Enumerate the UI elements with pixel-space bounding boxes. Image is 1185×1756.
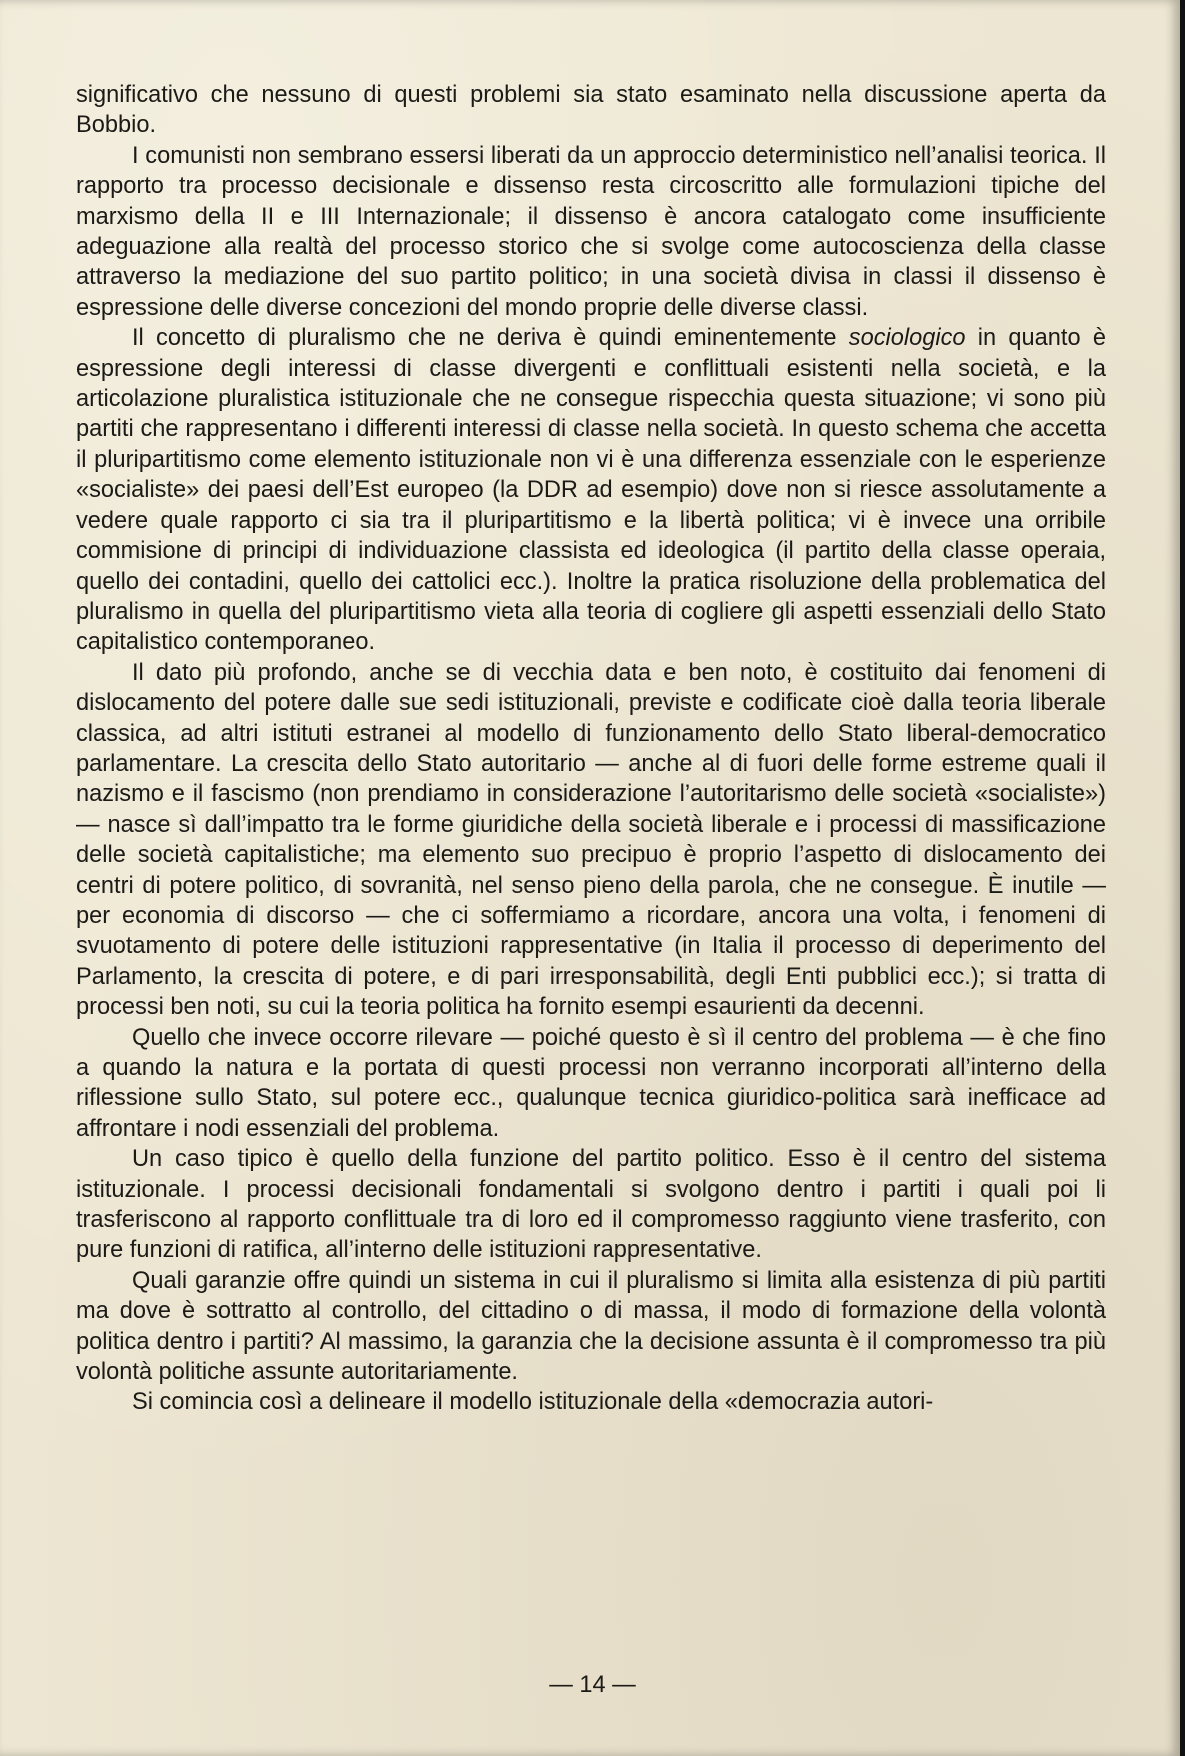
paragraph-5: Quello che invece occorre rilevare — poiché questo è sì il centro del problema — è che fino a quando la natura e la portata di questi processi non verranno incorporati all’interno della riflessione sullo Stato, sul potere ecc., qualunque tecnica giuridico-politica sarà inefficace ad affrontare i nodi essenziali del problema. xyxy=(76,1024,1106,1142)
paragraph-1: significativo che nessuno di questi problemi sia stato esaminato nella discussione aperta da Bobbio. xyxy=(76,82,1106,139)
page-number: — 14 — xyxy=(549,1672,636,1698)
paragraph-6: Un caso tipico è quello della funzione del partito politico. Esso è il centro del sistema istituzionale. I processi decisionali fondamentali si svolgono dentro i partiti i quali poi li trasferiscono al rapporto conflittuale tra di loro ed il compromesso raggiunto viene trasferito, con pure funzioni di ratifica, all’interno delle istituzioni rappresentative. xyxy=(76,1146,1106,1264)
paragraph-3 xyxy=(76,323,1106,657)
paragraph-4: Il dato più profondo, anche se di vecchia data e ben noto, è costituito dai fenomeni di dislocamento del potere dalle sue sedi istituzionali, previste e codificate cioè dalla teoria liberale classica, ad altri istituti estranei al modello di funzionamento dello Stato liberal-democratico parlamentare. La crescita dello Stato autoritario — anche al di fuori delle forme estreme quali il nazismo e il fascismo (non prendiamo in considerazione l’autoritarismo delle società «socialiste») — nasce sì dall’impatto tra le forme giuridiche della società liberale e i processi di massificazione delle società capitalistiche; ma elemento suo precipuo è proprio l’aspetto di dislocamento dei centri di potere politico, di sovranità, nel senso pieno della parola, che ne consegue. È inutile — per economia di discorso — che ci soffermiamo a ricordare, ancora una volta, i fenomeni di svuotamento di potere delle istituzioni rappresentative (in Italia il processo di deperimento del Parlamento, la crescita di potere, e di pari irresponsabilità, degli Enti pubblici ecc.); si tratta di processi ben noti, su cui la teoria politica ha fornito esempi esaurienti da decenni. xyxy=(76,659,1106,1021)
paragraph-7: Quali garanzie offre quindi un sistema in cui il pluralismo si limita alla esistenza di più partiti ma dove è sottratto al controllo, del cittadino o di massa, il modo di formazione della volontà politica dentro i partiti? Al massimo, la garanzia che la decisione assunta è il compromesso tra più volontà politiche assunte autoritariamente. xyxy=(76,1267,1106,1386)
paragraph-8: Si comincia così a delineare il modello istituzionale della «democrazia autori- xyxy=(132,1389,934,1416)
paragraph-3-rest: in quanto è espressione degli interessi di classe divergenti e conflittuali esistenti nella società, e la articolazione pluralistica istituzionale che ne consegue rispecchia questa situazione; vi sono più partiti che rappresentano i differenti interessi di classe nella società. In questo schema che accetta il pluripartitismo come elemento istituzionale non vi è una differenza essenziale con le esperienze «socialiste» dei paesi dell’Est europeo (la DDR ad esempio) dove non si riesce assolutamente a vedere quale rapporto ci sia tra il pluripartitismo e la libertà politica; vi è invece una orribile commisione di principi di individuazione classista ed ideologica (il partito della classe operaia, quello dei contadini, quello dei cattolici ecc.). Inoltre la pratica risoluzione della problematica del pluralismo in quella del pluripartitismo vieta alla teoria di cogliere gli aspetti essenziali dello Stato capitalistico contemporaneo. xyxy=(76,325,1106,656)
body-text xyxy=(76,80,1106,1418)
emphasis-sociologico: sociologico xyxy=(848,325,966,352)
paragraph-3-start: Il concetto di pluralismo che ne deriva è quindi eminentemente xyxy=(132,325,849,352)
paragraph-2: I comunisti non sembrano essersi liberati da un approccio deterministico nell’analisi teorica. Il rapporto tra processo decisionale e dissenso resta circoscritto alle formulazioni tipiche del marxismo della II e III Internazionale; il dissenso è ancora catalogato come insufficiente adeguazione alla realtà del processo storico che si svolge come autocoscienza della classe attraverso la mediazione del suo partito politico; in una società divisa in classi il dissenso è espressione delle diverse concezioni del mondo proprie delle diverse classi. xyxy=(76,142,1106,321)
